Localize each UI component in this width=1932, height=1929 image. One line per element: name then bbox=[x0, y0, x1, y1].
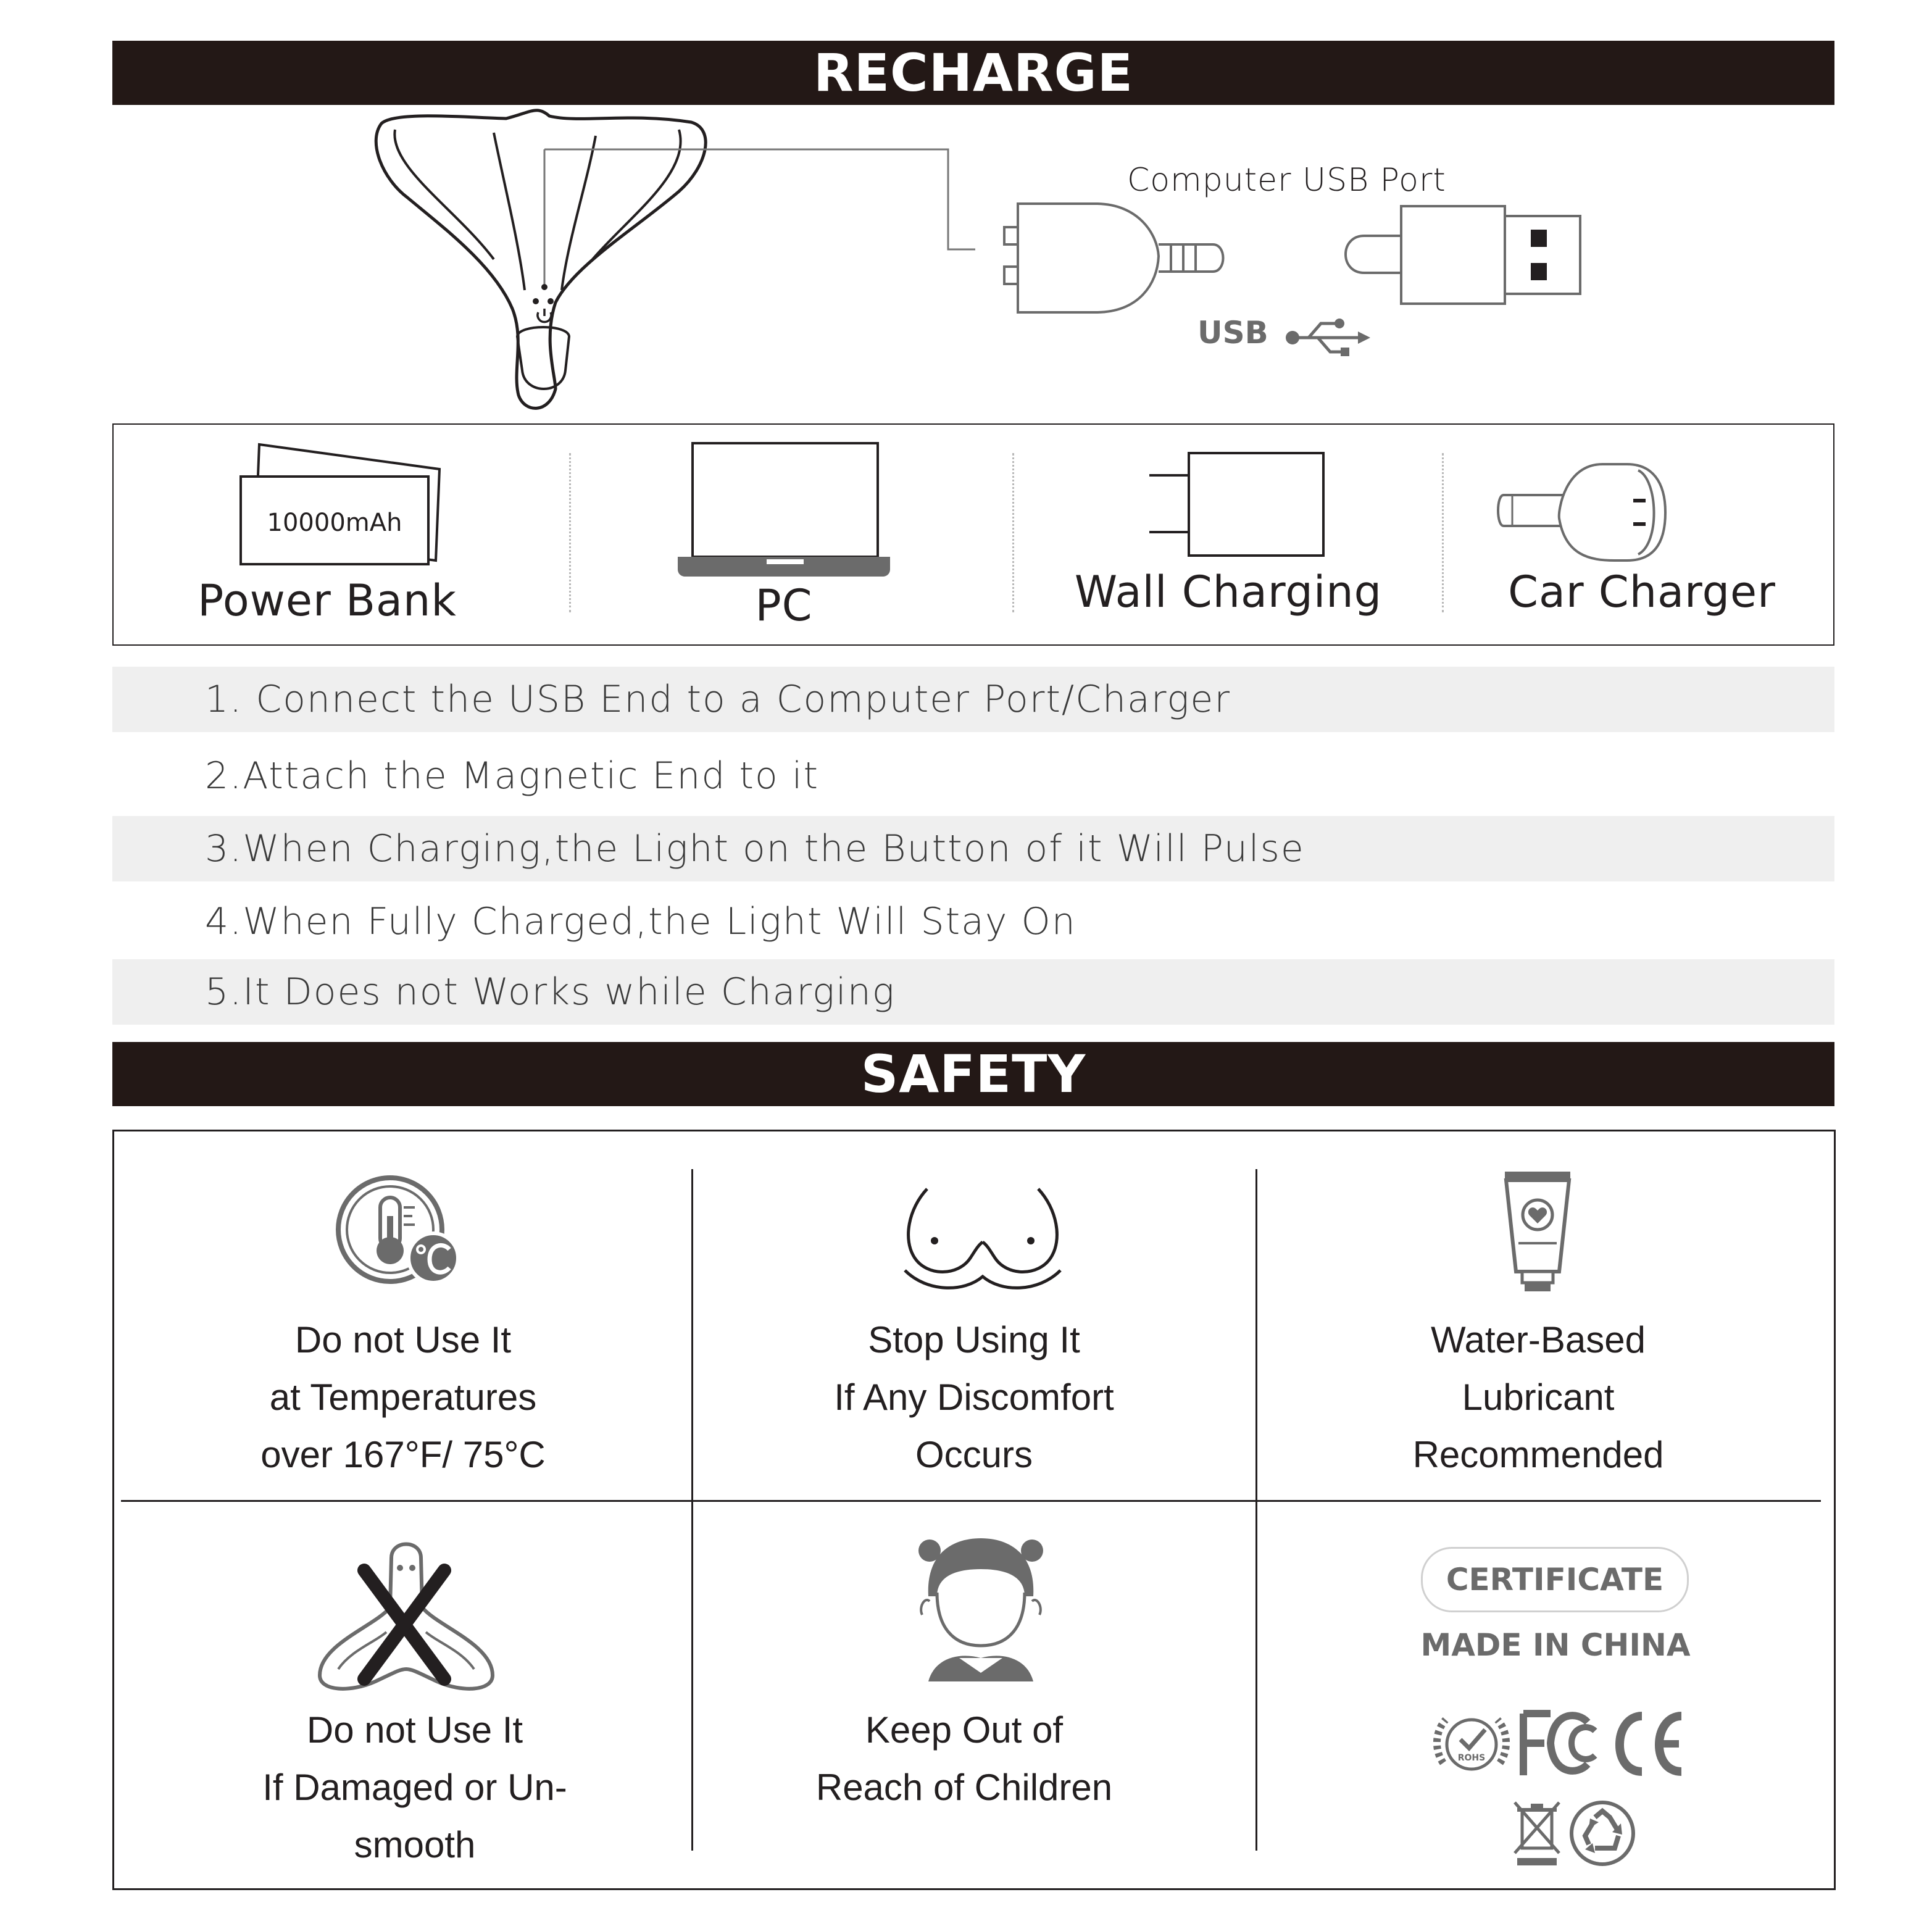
step-4 bbox=[112, 889, 1834, 954]
safety-text-temperature: Do not Use It at Temperatures over 167°F/ 75°C bbox=[260, 1319, 546, 1475]
wall-charger-icon bbox=[1146, 448, 1331, 560]
magnetic-connector-icon bbox=[997, 198, 1231, 321]
step-text: 5.It Does not Works while Charging bbox=[205, 970, 896, 1014]
lubricant-tube-icon bbox=[1497, 1168, 1578, 1298]
source-label-car-charger: Car Charger bbox=[1508, 567, 1776, 617]
safety-text-children: Keep Out of Reach of Children bbox=[815, 1709, 1113, 1808]
usb-plug-icon bbox=[1333, 201, 1586, 306]
recharge-title: RECHARGE bbox=[813, 43, 1134, 103]
ce-icon bbox=[1607, 1710, 1688, 1778]
laptop-icon bbox=[673, 440, 895, 579]
divider bbox=[121, 1500, 1821, 1502]
svg-text:ROHS: ROHS bbox=[1457, 1753, 1486, 1763]
step-text: 3.When Charging,the Light on the Button of it Will Pulse bbox=[205, 827, 1305, 870]
power-bank-icon bbox=[235, 440, 444, 569]
power-bank-capacity: 10000mAh bbox=[267, 509, 402, 537]
usb-label: USB bbox=[1197, 315, 1268, 351]
weee-bin-icon bbox=[1512, 1800, 1562, 1868]
safety-text-discomfort: Stop Using It If Any Discomfort Occurs bbox=[834, 1319, 1114, 1475]
step-text: 4.When Fully Charged,the Light Will Stay On bbox=[205, 900, 1076, 943]
chest-icon bbox=[902, 1184, 1063, 1295]
safety-banner bbox=[112, 1042, 1834, 1106]
recharge-banner bbox=[112, 41, 1834, 105]
child-icon bbox=[916, 1535, 1046, 1689]
step-text: 1. Connect the USB End to a Computer Port/Charger bbox=[205, 678, 1231, 721]
cable-line bbox=[543, 146, 1012, 257]
step-5 bbox=[112, 959, 1834, 1025]
source-label-pc: PC bbox=[755, 580, 813, 631]
computer-usb-port-label: Computer USB Port bbox=[1127, 162, 1446, 199]
thermometer-icon bbox=[331, 1173, 467, 1290]
step-1 bbox=[112, 667, 1834, 732]
usb-symbol-icon bbox=[1284, 316, 1370, 359]
damaged-device-icon bbox=[314, 1533, 499, 1695]
divider bbox=[569, 453, 571, 612]
fcc-icon bbox=[1518, 1709, 1605, 1779]
car-charger-icon bbox=[1491, 457, 1670, 568]
step-text: 2.Attach the Magnetic End to it bbox=[205, 754, 820, 798]
certificate-badge: CERTIFICATE bbox=[1421, 1547, 1689, 1612]
divider bbox=[1255, 1169, 1257, 1851]
source-label-power-bank: Power Bank bbox=[198, 575, 457, 626]
safety-text-damaged: Do not Use It If Damaged or Un- smooth bbox=[262, 1709, 567, 1865]
recycle-icon bbox=[1568, 1799, 1637, 1868]
safety-title: SAFETY bbox=[860, 1044, 1086, 1104]
rohs-icon bbox=[1430, 1707, 1514, 1783]
step-2 bbox=[112, 743, 1834, 809]
divider bbox=[1012, 453, 1014, 612]
source-label-wall-charging: Wall Charging bbox=[1074, 567, 1383, 617]
safety-text-lubricant: Water-Based Lubricant Recommended bbox=[1412, 1319, 1664, 1475]
made-in-china: MADE IN CHINA bbox=[1420, 1627, 1691, 1663]
divider bbox=[1442, 453, 1444, 612]
step-3 bbox=[112, 816, 1834, 881]
